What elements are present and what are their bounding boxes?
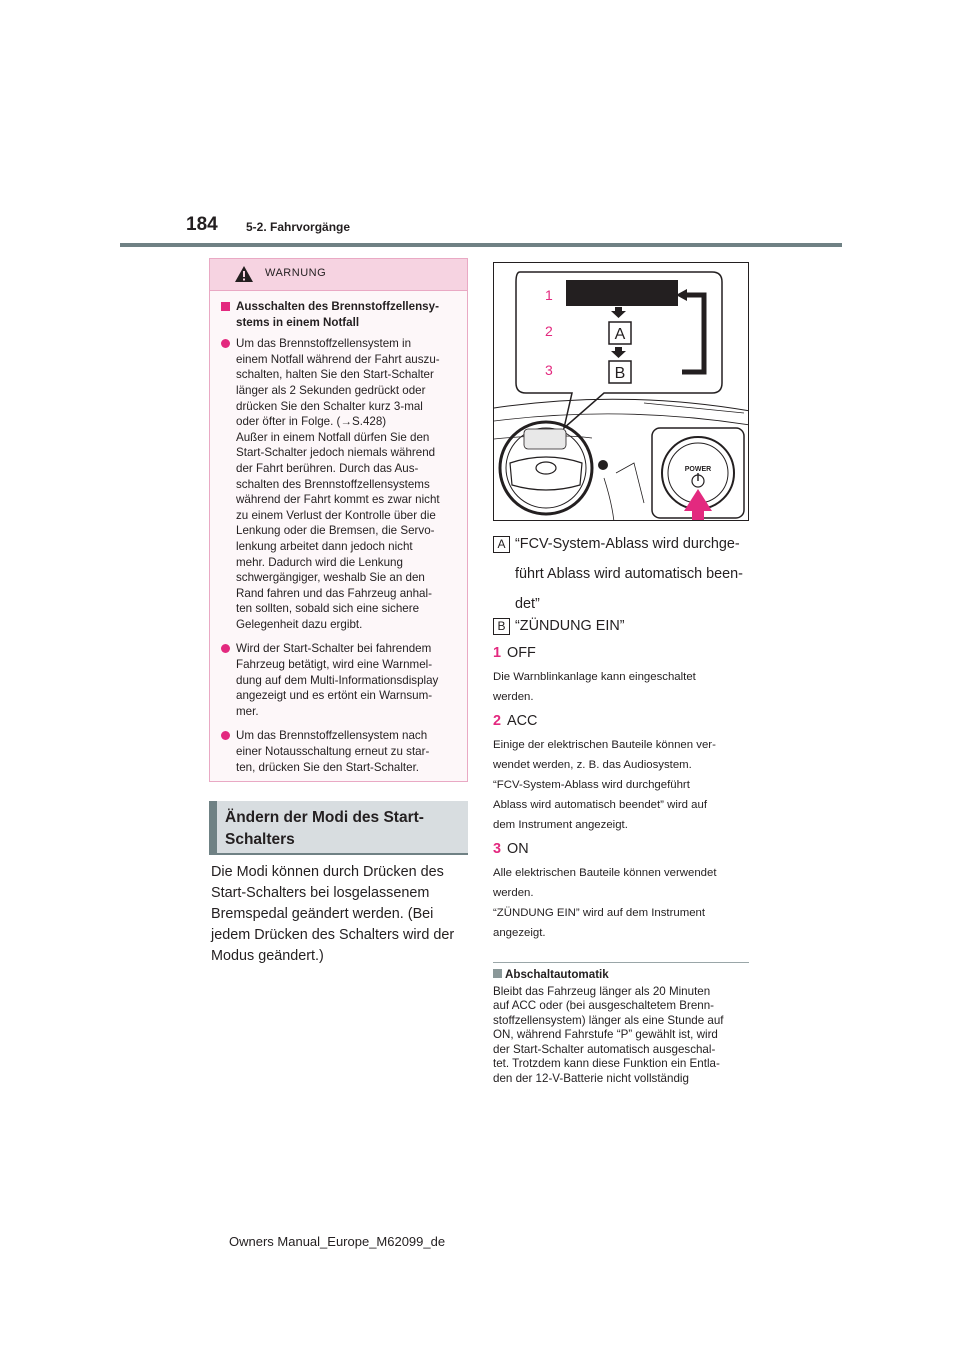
illustration-label-a: A — [614, 326, 626, 343]
warning-heading: Ausschalten des Brennstoffzellensy- stems in einem Notfall — [221, 299, 453, 330]
mode-off: 1 OFF Die Warnblinkanlage kann eingeschaltet werden. — [493, 645, 696, 703]
section-title: 5-2. Fahrvorgänge — [246, 220, 351, 234]
bullet-dot-icon — [221, 644, 230, 653]
mode-on: 3 ON Alle elektrischen Bauteile können verwendet werden. “ZÜNDUNG EIN” wird auf dem Instrument angezeigt. — [493, 841, 717, 939]
page-number: 184 — [186, 214, 218, 235]
square-bullet-icon — [493, 969, 502, 978]
section-heading — [209, 801, 468, 855]
bullet-dot-icon — [221, 731, 230, 740]
intro-paragraph: Die Modi können durch Drücken des Start-Schalters bei losgelassenem Bremspedal geändert werden. (Bei jedem Drücken des Schalters wird der Modus geändert.) — [211, 864, 455, 964]
warning-item-3: Um das Brennstoffzellensystem nach einer Notausschaltung erneut zu star- ten, drücken Sie den Start-Schalter. — [221, 728, 453, 775]
auto-off-section: Abschaltautomatik Bleibt das Fahrzeug länger als 20 Minuten auf ACC oder (bei ausgeschaltetem Brenn- stoffzellensystem) länger als eine Stunde auf ON, während Fahrstufe “P” gewählt ist, wird der Start-Schalter automatisch ausgeschal- tet. Trotzdem kann diese Funktion ein Entla- den der 12-V-Batterie nicht vollständig — [493, 968, 724, 1085]
header-rule — [120, 243, 842, 247]
warning-item-2: Wird der Start-Schalter bei fahrendem Fahrzeug betätigt, wird eine Warnmel- dung auf dem Multi-Informationsdisplay angezeigt und es ertönt ein Warnsum- mer. — [221, 641, 453, 719]
legend-b: B “ZÜNDUNG EIN” — [493, 613, 755, 640]
separator — [493, 962, 749, 963]
step-number-1: 1 — [545, 287, 553, 303]
illustration-label-b: B — [614, 365, 626, 382]
legend-a: A “FCV-System-Ablass wird durchge- führt Ablass wird automatisch been- det” — [493, 531, 755, 618]
bullet-dot-icon — [221, 339, 230, 348]
square-bullet-icon — [221, 302, 230, 311]
warning-item-1: Um das Brennstoffzellensystem in einem Notfall während der Fahrt auszu- schalten, halten Sie den Start-Schalter länger als 2 Sekunden gedrückt oder drücken Sie den Schalter kurz 3-mal oder öfter in Folge. (→S.428) Außer in einem Notfall dürfen Sie den Start-Schalter jedoch niemals während der Fahrt berühren. Durch das Aus- schalten des Brennstoffzellensystems während der Fahrt kommt es zwar nicht zu einem Verlust der Kontrolle über die Lenkung oder die Bremsen, die Servo- lenkung arbeitet dann jedoch nicht mehr. Dadurch wird die Lenkung schwergängiger, weshalb Sie an den Rand fahren und das Fahrzeug anhal- ten sollten, sobald sich eine sichere Gelegenheit dazu ergibt. — [221, 336, 453, 632]
footer-text: Owners Manual_Europe_M62099_de — [229, 1234, 446, 1249]
warning-header — [210, 259, 467, 291]
heading-bar — [209, 801, 217, 853]
display-bar — [566, 280, 678, 306]
step-number-2: 2 — [545, 323, 553, 339]
section-heading-line-2: Schalters — [225, 831, 295, 848]
section-heading-line-1: Ändern der Modi des Start- — [225, 809, 424, 826]
dashboard-diagram — [494, 263, 749, 521]
step-number-3: 3 — [545, 362, 553, 378]
warning-title: WARNUNG — [265, 267, 327, 279]
warning-icon — [234, 265, 254, 283]
power-label: POWER — [684, 466, 712, 473]
auto-off-title: Abschaltautomatik — [505, 968, 609, 981]
start-switch-illustration — [493, 262, 749, 521]
mode-acc: 2 ACC Einige der elektrischen Bauteile können ver- wendet werden, z. B. das Audiosystem. “FCV-System-Ablass wird durchgeführt Ablass wird automatisch beendet” wird auf dem Instrument angezeigt. — [493, 713, 716, 831]
warning-box — [209, 258, 468, 782]
